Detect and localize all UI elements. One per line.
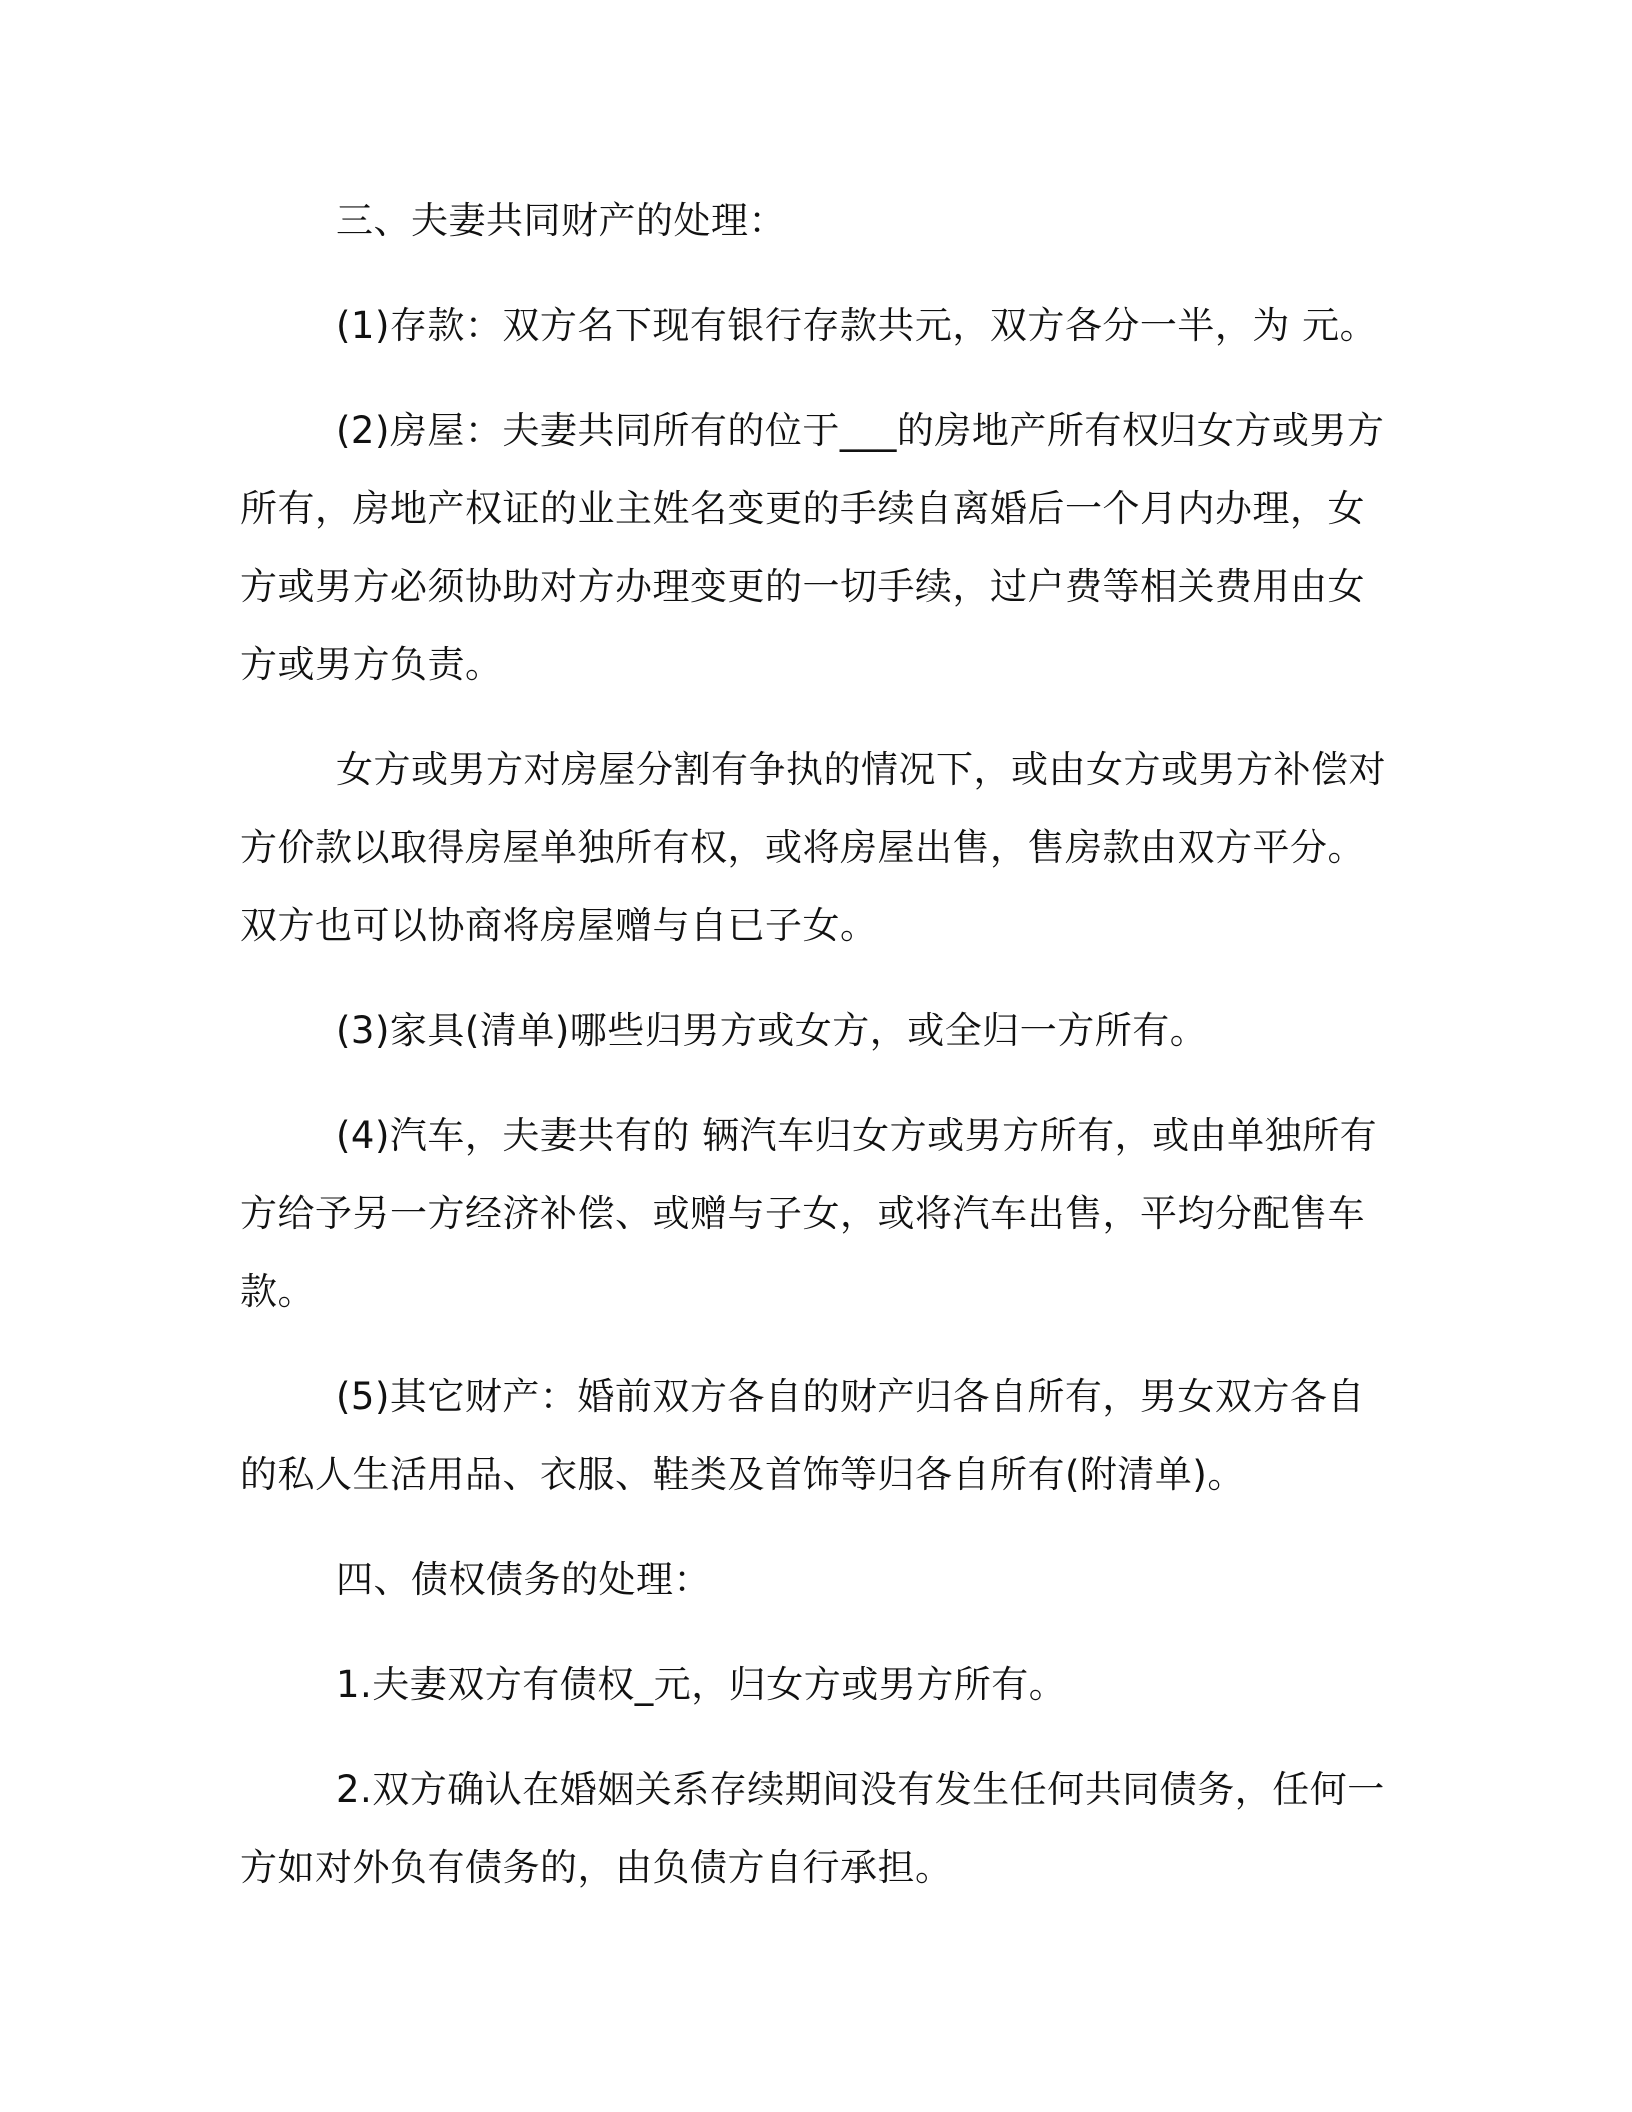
clause-credits: 1.夫妻双方有债权_元，归女方或男方所有。: [336, 1663, 1067, 1706]
clause-other-property: (5)其它财产：婚前双方各自的财产归各自所有，男女双方各自的私人生活用品、衣服、鞋类及首饰等归各自所有(附清单)。: [240, 1375, 1365, 1496]
section-heading-property: 三、夫妻共同财产的处理：: [336, 199, 786, 242]
clause-debts: 2.双方确认在婚姻关系存续期间没有发生任何共同债务，任何一方如对外负有债务的，由负债方自行承担。: [240, 1768, 1385, 1889]
clause-deposits: (1)存款：双方名下现有银行存款共元，双方各分一半，为 元。: [336, 304, 1378, 347]
clause-car: (4)汽车，夫妻共有的 辆汽车归女方或男方所有，或由单独所有方给予另一方经济补偿、或赠与子女，或将汽车出售，平均分配售车款。: [240, 1114, 1378, 1313]
clause-house: (2)房屋：夫妻共同所有的位于___的房地产所有权归女方或男方所有，房地产权证的业主姓名变更的手续自离婚后一个月内办理，女方或男方必须协助对方办理变更的一切手续，过户费等相关费用由女方或男方负责。: [240, 409, 1385, 686]
section-heading-debts: 四、债权债务的处理：: [336, 1558, 711, 1601]
clause-furniture: (3)家具(清单)哪些归男方或女方，或全归一方所有。: [336, 1009, 1208, 1052]
clause-house-dispute: 女方或男方对房屋分割有争执的情况下，或由女方或男方补偿对方价款以取得房屋单独所有权，或将房屋出售，售房款由双方平分。双方也可以协商将房屋赠与自已子女。: [240, 748, 1386, 947]
document-body: [240, 182, 1395, 1934]
